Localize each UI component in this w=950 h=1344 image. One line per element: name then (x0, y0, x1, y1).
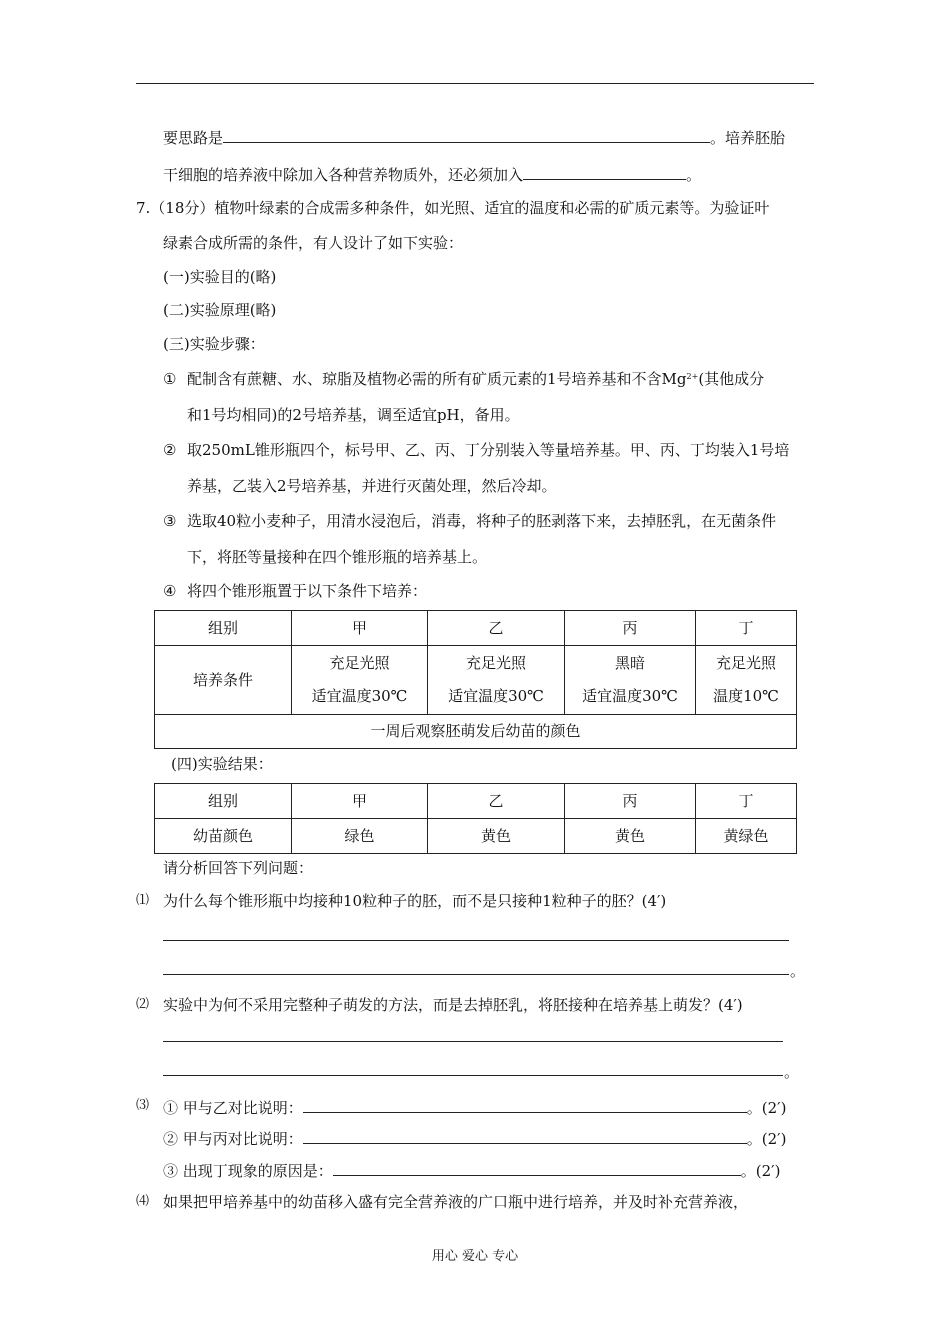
table-cell: 丁 (696, 611, 797, 646)
answer-blank[interactable] (223, 126, 710, 143)
answer-blank[interactable] (303, 1096, 747, 1113)
table-cell: 乙 (428, 611, 565, 646)
table-cell: 丙 (565, 611, 696, 646)
q2-num: ⑵ (136, 997, 150, 1012)
q4-text: 如果把甲培养基中的幼苗移入盛有完全营养液的广口瓶中进行培养，并及时补充营养液， (163, 1193, 749, 1211)
step-2-line-1: 取250mL锥形瓶四个，标号甲、乙、丙、丁分别装入等量培养基。甲、丙、丁均装入1号培 (187, 441, 790, 459)
q3-b: ② 甲与丙对比说明： 。(2′) (163, 1127, 786, 1149)
answer-blank[interactable] (523, 163, 686, 180)
answer-blank[interactable] (333, 1159, 741, 1176)
table-cell: 丁 (696, 784, 797, 819)
q2-text: 实验中为何不采用完整种子萌发的方法，而是去掉胚乳，将胚接种在培养基上萌发？(4′) (163, 996, 743, 1014)
table-cell: 幼苗颜色 (155, 819, 292, 854)
q3-num: ⑶ (136, 1098, 150, 1113)
section-steps: (三)实验步骤： (163, 335, 265, 353)
table-row (155, 819, 797, 854)
q1-num: ⑴ (136, 893, 150, 908)
table-cell: 丙 (565, 784, 696, 819)
q3-a: ① 甲与乙对比说明： 。(2′) (163, 1096, 786, 1118)
table-cell: 充足光照 适宜温度30℃ (428, 646, 565, 715)
q1-text: 为什么每个锥形瓶中均接种10粒种子的胚，而不是只接种1粒种子的胚？(4′) (163, 892, 667, 910)
page-footer: 用心 爱心 专心 (431, 1249, 519, 1264)
answer-line[interactable] (163, 1041, 783, 1042)
q4-num: ⑷ (136, 1194, 150, 1209)
step-4-line-1: 将四个锥形瓶置于以下条件下培养： (187, 582, 428, 600)
step-3-num: ③ (163, 512, 177, 530)
answer-blank[interactable] (303, 1127, 747, 1144)
table-row (155, 784, 797, 819)
conditions-table (154, 610, 797, 749)
table-cell: 乙 (428, 784, 565, 819)
step-2-num: ② (163, 441, 177, 459)
step-1-line-2: 和1号均相同)的2号培养基，调至适宜pH，备用。 (187, 406, 520, 424)
section-purpose: (一)实验目的(略) (163, 268, 277, 286)
table-row (155, 715, 797, 749)
prompt-text: 请分析回答下列问题： (163, 859, 314, 877)
prev-line-2: 干细胞的培养液中除加入各种营养物质外，还必须加入 。 (163, 163, 701, 185)
step-3-line-1: 选取40粒小麦种子，用清水浸泡后，消毒，将种子的胚剥落下来，去掉胚乳，在无菌条件 (187, 512, 777, 530)
q7-header-2: 绿素合成所需的条件，有人设计了如下实验： (163, 234, 464, 252)
table-cell: 黄绿色 (696, 819, 797, 854)
table-cell: 组别 (155, 784, 292, 819)
table-cell: 充足光照 温度10℃ (696, 646, 797, 715)
table-row (155, 611, 797, 646)
table-footer-cell: 一周后观察胚萌发后幼苗的颜色 (155, 715, 797, 749)
table-cell: 绿色 (292, 819, 428, 854)
table-cell: 充足光照 适宜温度30℃ (292, 646, 428, 715)
step-4-num: ④ (163, 582, 177, 600)
table-cell: 甲 (292, 611, 428, 646)
step-3-line-2: 下，将胚等量接种在四个锥形瓶的培养基上。 (187, 548, 488, 566)
answer-line[interactable] (163, 974, 789, 975)
answer-line[interactable] (163, 940, 789, 941)
table-row (155, 646, 797, 715)
q3-c: ③ 出现丁现象的原因是： 。(2′) (163, 1159, 780, 1181)
table-cell: 黑暗 适宜温度30℃ (565, 646, 696, 715)
table-cell: 培养条件 (155, 646, 292, 715)
q1-period: 。 (790, 962, 806, 980)
section-results: (四)实验结果： (171, 755, 273, 773)
table-cell: 黄色 (428, 819, 565, 854)
section-principle: (二)实验原理(略) (163, 301, 277, 319)
q2-period: 。 (784, 1063, 800, 1081)
q7-header-1: 7.（18分）植物叶绿素的合成需多种条件，如光照、适宜的温度和必需的矿质元素等。为验证叶 (136, 199, 770, 217)
header-rule (136, 83, 814, 84)
table-cell: 组别 (155, 611, 292, 646)
answer-line[interactable] (163, 1075, 783, 1076)
prev-line-1: 要思路是 。培养胚胎 (163, 126, 785, 148)
table-cell: 黄色 (565, 819, 696, 854)
step-1-line-1: 配制含有蔗糖、水、琼脂及植物必需的所有矿质元素的1号培养基和不含$Mg^{2+}$(其他成分 (187, 370, 765, 388)
step-2-line-2: 养基，乙装入2号培养基，并进行灭菌处理，然后冷却。 (187, 477, 557, 495)
step-1-num: ① (163, 370, 177, 388)
table-cell: 甲 (292, 784, 428, 819)
results-table (154, 783, 797, 854)
